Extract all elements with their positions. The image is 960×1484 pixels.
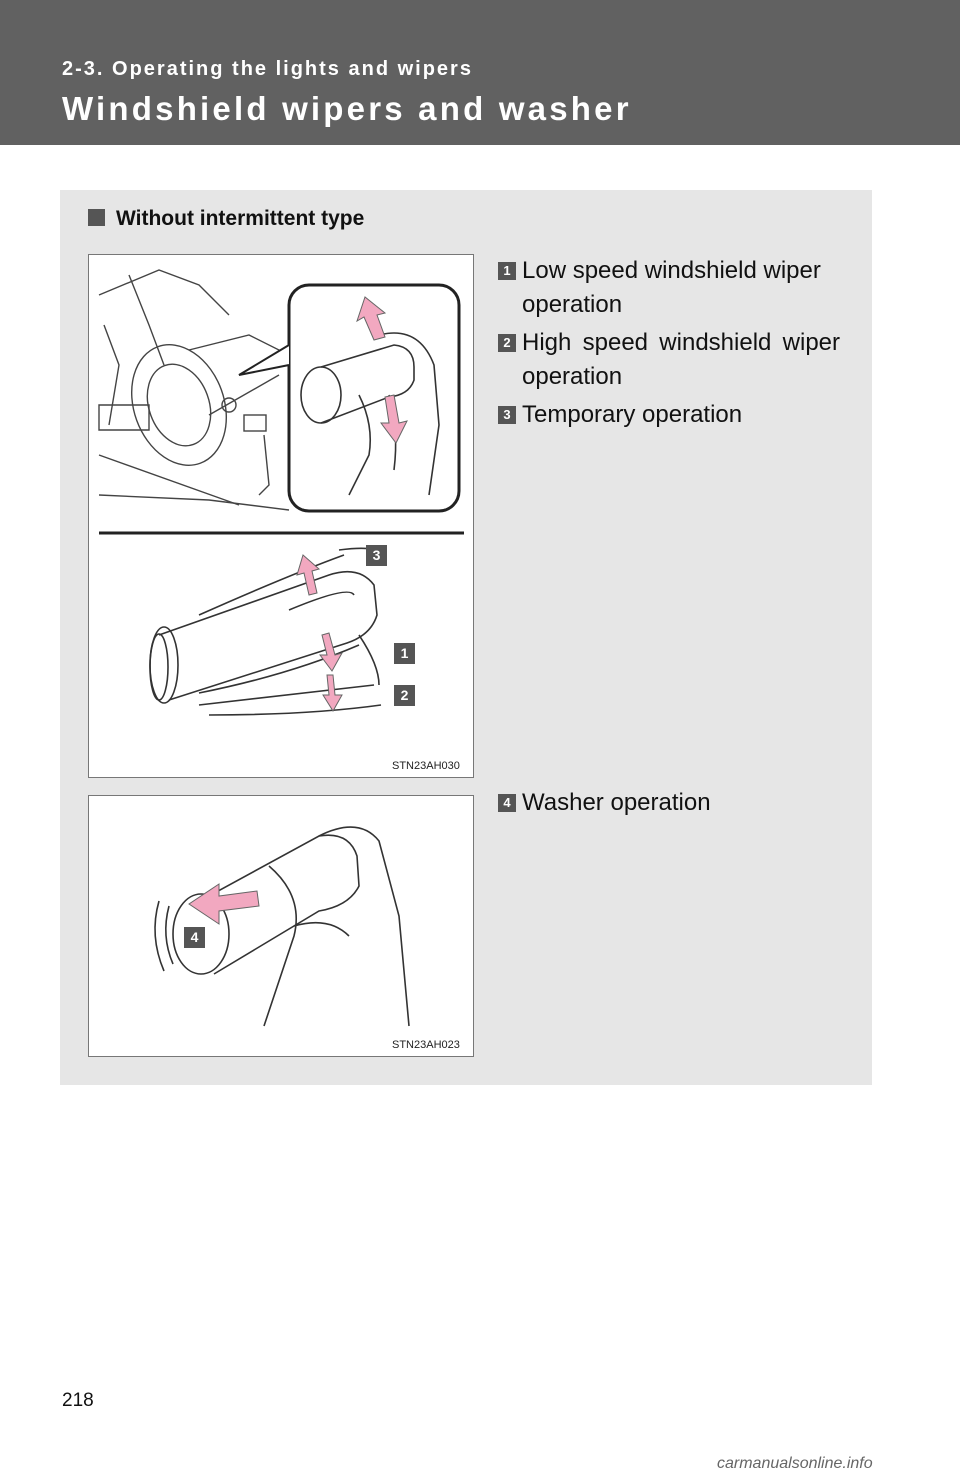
- figure-washer-illustration: [88, 795, 474, 1057]
- watermark: carmanualsonline.info: [717, 1455, 873, 1472]
- item-number: 4: [498, 794, 516, 812]
- washer-lever-drawing: [89, 796, 473, 1056]
- item-number: 2: [498, 334, 516, 352]
- badge-2: 2: [394, 685, 415, 706]
- badge-3: 3: [366, 545, 387, 566]
- subheading: [88, 207, 364, 231]
- item-text: Temporary operation: [522, 401, 743, 428]
- square-bullet-icon: [88, 209, 105, 226]
- list-item: [498, 398, 840, 432]
- subheading-text: Without intermittent type: [116, 207, 365, 230]
- list-item: [498, 254, 840, 322]
- list-item: [498, 326, 840, 394]
- list-item: [498, 786, 840, 820]
- item-text: Low speed windshield wiper operation: [522, 257, 821, 318]
- wiper-lever-drawing: [89, 255, 473, 777]
- badge-4: 4: [184, 927, 205, 948]
- page-header: [0, 0, 960, 145]
- item-text: Washer operation: [522, 789, 711, 816]
- item-text: High speed windshield wiper operation: [522, 329, 840, 390]
- item-number: 3: [498, 406, 516, 424]
- section-label: 2-3. Operating the lights and wipers: [62, 58, 473, 80]
- figure-code: STN23AH023: [392, 1039, 460, 1051]
- figure-wiper-lever-illustration: [88, 254, 474, 778]
- page-number: 218: [62, 1390, 94, 1411]
- figure-code: STN23AH030: [392, 760, 460, 772]
- badge-1: 1: [394, 643, 415, 664]
- item-number: 1: [498, 262, 516, 280]
- page-title: Windshield wipers and washer: [62, 90, 632, 127]
